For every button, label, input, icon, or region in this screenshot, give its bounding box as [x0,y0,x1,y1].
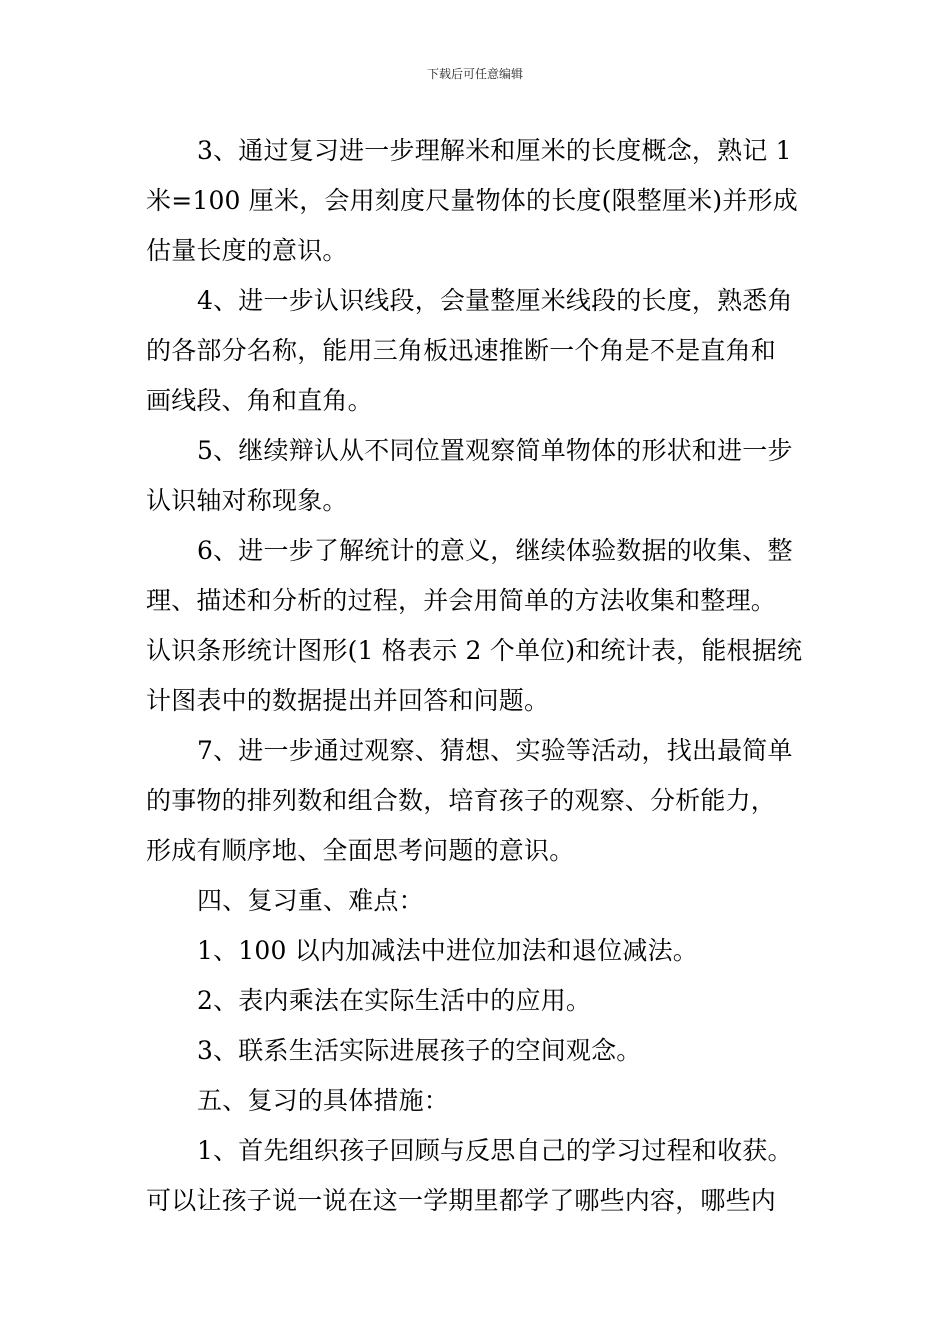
text-line: 四、复习重、难点： [197,886,424,915]
text-line: 画线段、角和直角。 [146,386,373,415]
text-line: 认识条形统计图形(1 格表示 2 个单位)和统计表，能根据统 [146,636,803,665]
text-line: 3、通过复习进一步理解米和厘米的长度概念，熟记 1 [197,136,792,165]
key-point-3 [146,1026,814,1076]
section-heading-key-points [146,876,814,926]
text-line: 3、联系生活实际进展孩子的空间观念。 [197,1036,642,1065]
text-line: 五、复习的具体措施： [197,1086,450,1115]
text-line: 1、100 以内加减法中进位加法和退位减法。 [197,936,698,965]
paragraph-item-5-observation [146,426,814,526]
text-line: 认识轴对称现象。 [146,486,348,515]
key-point-1 [146,926,814,976]
measure-1 [146,1126,814,1226]
text-line: 计图表中的数据提出并回答和问题。 [146,686,550,715]
text-line: 7、进一步通过观察、猜想、实验等活动，找出最简单 [197,736,793,765]
text-line: 的事物的排列数和组合数，培育孩子的观察、分析能力， [146,786,777,815]
paragraph-item-6-statistics [146,526,814,726]
paragraph-item-4-segments [146,276,814,426]
text-line: 6、进一步了解统计的意义，继续体验数据的收集、整 [197,536,793,565]
document-body [146,126,814,1226]
text-line: 可以让孩子说一说在这一学期里都学了哪些内容，哪些内 [146,1186,777,1215]
paragraph-item-7-reasoning [146,726,814,876]
text-line: 形成有顺序地、全面思考问题的意识。 [146,836,575,865]
text-line: 米=100 厘米，会用刻度尺量物体的长度(限整厘米)并形成 [146,186,798,215]
text-line: 5、继续辩认从不同位置观察简单物体的形状和进一步 [197,436,793,465]
text-line: 4、进一步认识线段，会量整厘米线段的长度，熟悉角 [197,286,793,315]
text-line: 2、表内乘法在实际生活中的应用。 [197,986,592,1015]
page-header: 下载后可任意编辑 [426,67,523,81]
key-point-2 [146,976,814,1026]
text-line: 1、首先组织孩子回顾与反思自己的学习过程和收获。 [197,1136,793,1165]
text-line: 理、描述和分析的过程，并会用简单的方法收集和整理。 [146,586,777,615]
section-heading-measures [146,1076,814,1126]
text-line: 的各部分名称，能用三角板迅速推断一个角是不是直角和 [146,336,777,365]
text-line: 估量长度的意识。 [146,236,348,265]
paragraph-item-3-length [146,126,814,276]
